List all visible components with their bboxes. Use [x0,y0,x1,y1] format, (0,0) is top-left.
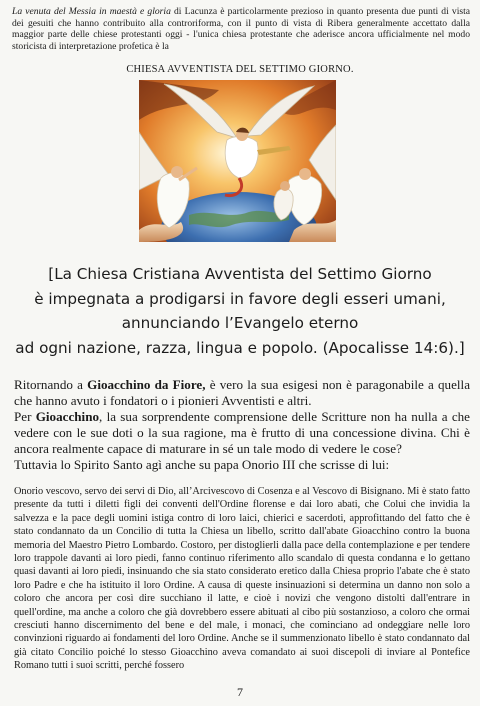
angels-painting [139,80,336,242]
adventist-quote [14,262,466,360]
angels-painting-svg [139,80,336,242]
papal-letter: Onorio vescovo, servo dei servi di Dio, all’Arcivescovo di Cosenza e al Vescovo di Bisignano. Mi è stato fatto presente da tutti i diletti figli dei conventi dell'Ordine florense e dai loro abati, che Colui che invidia la salvezza e la pace degli uomini istiga contro di loro laici, chierici e sacerdoti, approfittando del fatto che è stato condannato da un Concilio di tutta la Chiesa un libello, scritto dall'abate Gioacchino contro la buona memoria del Maestro Pietro Lombardo. Costoro, per distoglierli dalla pace della contemplazione e per tendere loro trappole davanti ai loro piedi, fanno continuo riferimento allo scandalo di questa condanna e lo gettano quasi davanti ai loro piedi, insinuando che sia stato considerato eretico dalla Chiesa proprio l'abate che è stato loro Padre e che ha istituito il loro Ordine. A causa di queste insinuazioni si determina un danno non solo a coloro che ancora per così dire succhiano il latte, e cioè i novizi che vengono distolti dall'entrare in quell'ordine, ma anche a coloro che già dovrebbero essere abituati al cibo più sostanzioso, a coloro che ormai cresciuti hanno discernimento del bene e del male, i monaci, che cominciano ad ondeggiare nelle loro convinzioni riguardo ai fondamenti del loro Ordine. Anche se il summenzionato libello è stato condannato dal già citato Concilio poiché lo stesso Gioacchino aveva comandato ai suoi discepoli di inviare al Pontefice Romano tutti i suoi scritti, perché fossero [14,486,470,672]
quote-line: [La Chiesa Cristiana Avventista del Settimo Giorno [48,265,432,283]
intro-paragraph [12,6,470,52]
page-number: 7 [237,685,243,699]
bold-name: Gioacchino da Fiore, [87,377,206,392]
quote-line: ad ogni nazione, razza, lingua e popolo. (Apocalisse 14:6).] [15,338,465,357]
quote-line: annunciando l’Evangelo eterno [121,314,359,332]
paragraph-gioacchino [14,377,470,408]
intro-text: di Lacunza è particolarmente prezioso in quanto presenta due punti di vista dei gesuiti che hanno contribuito alla controriforma, con il punto di vista di Ribera generalmente accettato dalla maggior parte delle chiese protestanti oggi - l'unica chiesa protestante che aderisce ancora ufficialmente nel modo storicista di interpretazione profetica è la [12,6,471,52]
text-run: è vero la sua esigesi non è paragonabile a quella che hanno avuto i fondatori o i pionieri Avventisti e altri. [14,377,471,408]
paragraph-comprensione [14,409,470,456]
body-text [14,377,470,472]
paragraph-onorio-intro: Tuttavia lo Spirito Santo agì anche su papa Onorio III che scrisse di lui: [14,456,390,472]
text-run: , la sua sorprendente comprensione delle Scritture non ha nulla a che vedere con le sue doti o la sua ragione, ma è frutto di una concessione divina. Chi è ancora realmente capace di maturare in sé un tale modo di vedere le cose? [14,409,470,456]
quote-line: è impegnata a prodigarsi in favore degli esseri umani, [34,289,446,308]
bold-name: Gioacchino [35,409,100,425]
text-run: Ritornando a [14,377,88,392]
intro-book-title: La venuta del Messia in maestà e gloria [12,6,171,17]
text-run: Per [14,409,36,425]
church-heading: CHIESA AVVENTISTA DEL SETTIMO GIORNO. [126,64,354,75]
